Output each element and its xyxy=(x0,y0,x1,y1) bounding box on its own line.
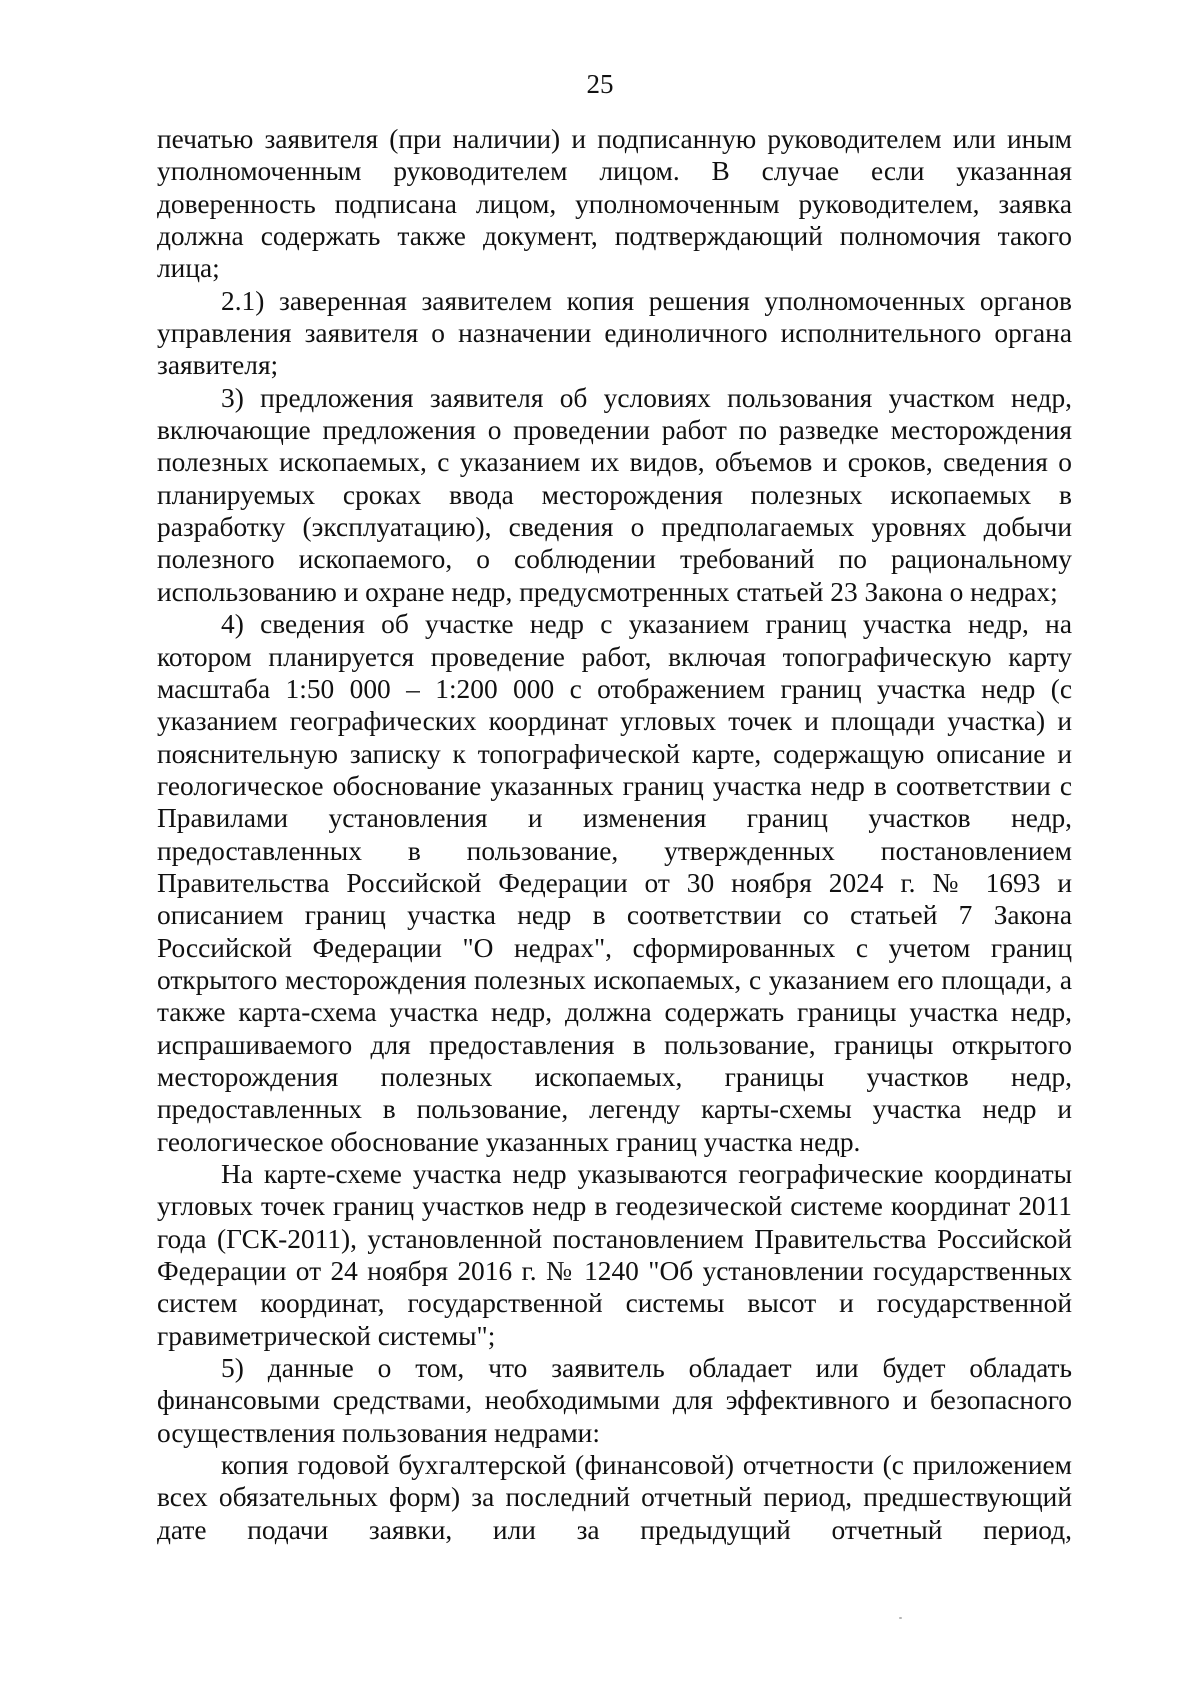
document-body xyxy=(157,123,1072,1546)
paragraph-item-4: 4) сведения об участке недр с указанием границ участка недр, на котором планируется проведение работ, включая топографическую карту масштаба 1:50 000 – 1:200 000 с отображением границ участка недр (с указанием географических координат угловых точек и площади участка) и пояснительную записку к топографической карте, содержащую описание и геологическое обоснование указанных границ участка недр в соответствии с Правилами установления и изменения границ участков недр, предоставленных в пользование, утвержденных постановлением Правительства Российской Федерации от 30 ноября 2024 г. № 1693 и описанием границ участка недр в соответствии со статьей 7 Закона Российской Федерации "О недрах", сформированных с учетом границ открытого месторождения полезных ископаемых, с указанием его площади, а также карта-схема участка недр, должна содержать границы участка недр, испрашиваемого для предоставления в пользование, границы открытого месторождения полезных ископаемых, границы участков недр, предоставленных в пользование, легенду карты-схемы участка недр и геологическое обоснование указанных границ участка недр. xyxy=(157,609,1072,1157)
paragraph-continuation: печатью заявителя (при наличии) и подписанную руководителем или иным уполномоченным руководителем лицом. В случае если указанная доверенность подписана лицом, уполномоченным руководителем, заявка должна содержать также документ, подтверждающий полномочия такого лица; xyxy=(157,124,1072,284)
paragraph-map-coordinates: На карте-схеме участка недр указываются географические координаты угловых точек границ участков недр в геодезической системе координат 2011 года (ГСК-2011), установленной постановлением Правительства Российской Федерации от 24 ноября 2016 г. № 1240 "Об установлении государственных систем координат, государственной системы высот и государственной гравиметрической системы"; xyxy=(157,1159,1072,1351)
paragraph-item-2-1: 2.1) заверенная заявителем копия решения уполномоченных органов управления заявителя о назначении единоличного исполнительного органа заявителя; xyxy=(157,285,1072,381)
paragraph-item-5: 5) данные о том, что заявитель обладает или будет обладать финансовыми средствами, необходимыми для эффективного и безопасного осуществления пользования недрами: xyxy=(157,1353,1072,1448)
paragraph-item-3: 3) предложения заявителя об условиях пользования участком недр, включающие предложения о проведении работ по разведке месторождения полезных ископаемых, с указанием их видов, объемов и сроков, сведения о планируемых сроках ввода месторождения полезных ископаемых в разработку (эксплуатацию), сведения о предполагаемых уровнях добычи полезного ископаемого, о соблюдении требований по рациональному использованию и охране недр, предусмотренных статьей 23 Закона о недрах; xyxy=(157,382,1072,607)
page-number: 25 xyxy=(586,69,614,99)
scan-artifact xyxy=(899,1617,902,1619)
paragraph-accounting-copy: копия годовой бухгалтерской (финансовой) отчетности (с приложением всех обязательных форм) за последний отчетный период, предшествующий дате подачи заявки, или за предыдущий отчетный период, xyxy=(157,1450,1072,1545)
